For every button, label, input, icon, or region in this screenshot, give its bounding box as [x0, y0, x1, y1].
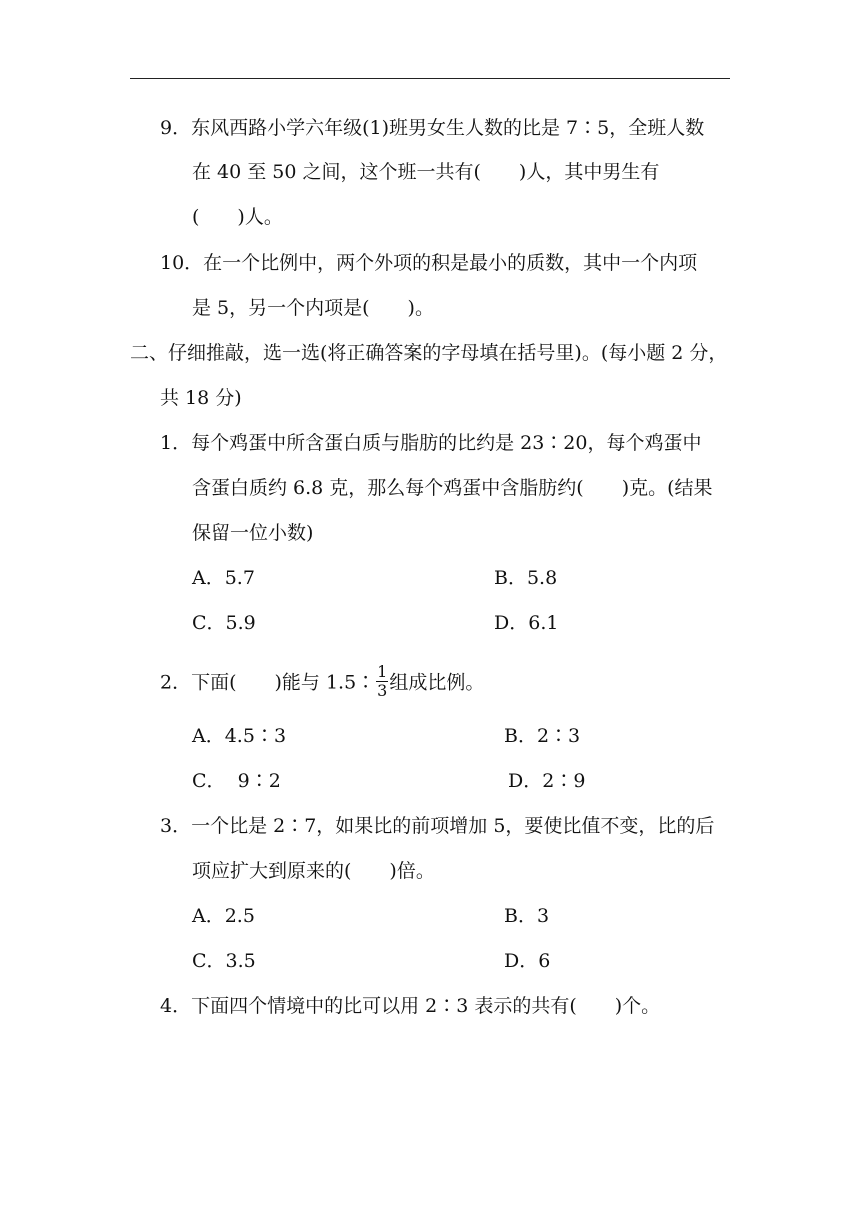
mc2-fraction-numerator: 1	[377, 662, 388, 681]
mc3-option-a: A．2.5	[192, 905, 255, 927]
mc3-option-c: C．3.5	[192, 950, 256, 972]
top-rule	[130, 78, 730, 79]
mc2-stem-prefix: 2．下面( )能与 1.5∶	[160, 671, 376, 694]
mc2-option-d: D．2∶9	[508, 770, 586, 792]
mc3-line1: 3．一个比是 2∶7，如果比的前项增加 5，要使比值不变，比的后	[160, 815, 715, 837]
mc2-option-a: A．4.5∶3	[192, 725, 287, 747]
mc1-option-b: B．5.8	[494, 567, 558, 589]
q9-line1: 9．东风西路小学六年级(1)班男女生人数的比是 7∶5，全班人数	[160, 117, 705, 139]
section2-heading-line1: 二、仔细推敲，选一选(将正确答案的字母填在括号里)。(每小题 2 分，	[130, 342, 728, 364]
mc2-stem	[160, 662, 485, 701]
mc1-line3: 保留一位小数)	[192, 522, 314, 544]
mc3-option-b: B．3	[504, 905, 550, 927]
mc1-option-c: C．5.9	[192, 612, 256, 634]
mc1-option-d: D．6.1	[494, 612, 559, 634]
mc1-line2: 含蛋白质约 6.8 克，那么每个鸡蛋中含脂肪约( )克。(结果	[192, 477, 713, 499]
mc2-stem-suffix: 组成比例。	[389, 671, 485, 694]
mc3-option-d: D．6	[504, 950, 551, 972]
mc2-fraction-denominator: 3	[377, 681, 388, 700]
q10-line2: 是 5，另一个内项是( )。	[192, 297, 434, 319]
q9-line3: ( )人。	[192, 206, 283, 228]
mc1-line1: 1．每个鸡蛋中所含蛋白质与脂肪的比约是 23∶20，每个鸡蛋中	[160, 432, 702, 454]
mc1-option-a: A．5.7	[192, 567, 255, 589]
mc2-option-c: C． 9∶2	[192, 770, 281, 792]
mc2-option-b: B．2∶3	[504, 725, 581, 747]
mc4-line1: 4．下面四个情境中的比可以用 2∶3 表示的共有( )个。	[160, 995, 661, 1017]
section2-heading-line2: 共 18 分)	[160, 387, 242, 409]
mc2-fraction	[376, 664, 388, 699]
mc3-line2: 项应扩大到原来的( )倍。	[192, 860, 435, 882]
q10-line1: 10．在一个比例中，两个外项的积是最小的质数，其中一个内项	[160, 252, 698, 274]
q9-line2: 在 40 至 50 之间，这个班一共有( )人，其中男生有	[192, 161, 660, 183]
